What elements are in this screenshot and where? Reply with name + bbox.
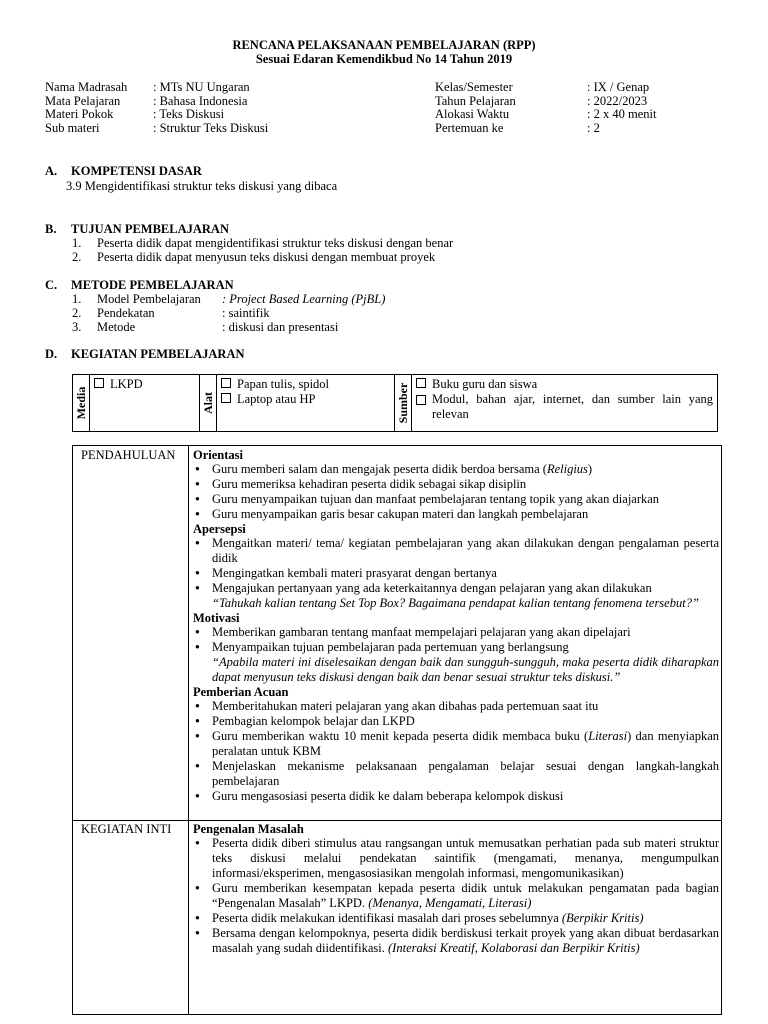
sumber-item (416, 377, 713, 392)
identity-value: : IX / Genap (587, 80, 650, 94)
bullet-text: ) dan menyiapkan peralatan untuk KBM (212, 729, 719, 758)
item-text: Peserta didik dapat mengidentifikasi struktur teks diskusi dengan benar (97, 236, 454, 250)
bullet-tag: Literasi (588, 729, 628, 743)
section-number: A. (45, 164, 58, 178)
identity-value: : 2 (587, 120, 600, 135)
identity-value: : Teks Diskusi (153, 107, 225, 121)
media-label-cell (73, 375, 90, 431)
kegiatan-table (72, 445, 722, 1015)
alat-label: Alat (200, 392, 215, 414)
bullet-item: ● Memberitahukan materi pelajaran yang akan dibahas pada pertemuan saat itu (193, 699, 719, 714)
identity-key: Alokasi Waktu (435, 107, 510, 121)
section-number: D. (45, 347, 58, 361)
bullet-item: ● Mengajukan pertanyaan yang ada keterkaitannya dengan pelajaran yang akan dilakukan (193, 581, 719, 596)
section-b-heading (45, 222, 229, 237)
bullet-item (193, 462, 719, 477)
section-c-heading (45, 278, 234, 293)
row-divider (73, 820, 721, 821)
checkbox-icon (416, 378, 426, 388)
alat-item (221, 377, 390, 392)
item-number: 3. (72, 320, 82, 334)
column-divider (188, 446, 189, 1014)
identity-key: Pertemuan ke (435, 120, 504, 135)
sumber-item-text: Buku guru dan siswa (432, 377, 538, 391)
identity-row (45, 107, 725, 121)
bullet-tag: (Berpikir Kritis) (561, 911, 644, 925)
document-title: RENCANA PELAKSANAAN PEMBELAJARAN (RPP) (232, 38, 536, 52)
bullet-item (193, 881, 719, 911)
item-text: Peserta didik dapat menyusun teks diskusi dengan membuat proyek (97, 250, 436, 264)
quote-text: “Apabila materi ini diselesaikan dengan baik dan sungguh-sungguh, maka peserta didik diharapkan dapat menyusun teks diskusi dengan baik dan benar sesuai struktur teks diskusi.” (212, 655, 719, 684)
sumber-label-cell (395, 375, 412, 431)
item-label: Model Pembelajaran (97, 292, 201, 306)
item-number: 1. (72, 236, 82, 250)
quote-text: “Tahukah kalian tentang Set Top Box? Bagaimana pendapat kalian tentang fenomena tersebut?” (212, 596, 699, 610)
subheading-apersepsi: Apersepsi (193, 522, 246, 536)
subheading-pengenalan-masalah: Pengenalan Masalah (193, 822, 304, 836)
alat-label-cell (200, 375, 217, 431)
phase-label: KEGIATAN INTI (81, 822, 172, 836)
checkbox-icon (221, 393, 231, 403)
identity-value: : 2 x 40 menit (587, 107, 657, 121)
bullet-item: ● Guru menyampaikan tujuan dan manfaat pembelajaran tentang topik yang akan diajarkan (193, 492, 719, 507)
sumber-item (416, 392, 713, 422)
bullet-tag: (Menanya, Mengamati, Literasi) (368, 896, 532, 910)
item-number: 2. (72, 250, 82, 264)
alat-items-cell (217, 375, 395, 431)
identity-key: Kelas/Semester (435, 80, 513, 94)
bullet-item (193, 729, 719, 759)
subheading-motivasi: Motivasi (193, 611, 240, 625)
identity-value: : MTs NU Ungaran (153, 80, 250, 94)
item-label: Pendekatan (97, 306, 155, 320)
identity-key: Tahun Pelajaran (435, 93, 516, 108)
section-title: TUJUAN PEMBELAJARAN (71, 222, 229, 236)
bullet-text: ) (587, 462, 593, 476)
section-title: METODE PEMBELAJARAN (71, 278, 234, 292)
sumber-items-cell (412, 375, 717, 431)
bullet-item: ● Guru mengasosiasi peserta didik ke dalam beberapa kelompok diskusi (193, 789, 719, 804)
bullet-tag: Religius (546, 462, 588, 476)
checkbox-icon (416, 395, 426, 405)
item-value: : Project Based Learning (PjBL) (222, 292, 386, 306)
sumber-item-text: Modul, bahan ajar, internet, dan sumber lain yang relevan (432, 392, 713, 421)
media-items-cell (90, 375, 200, 431)
media-item-text: LKPD (110, 377, 143, 391)
media-item (94, 377, 195, 392)
media-table (72, 374, 718, 432)
section-a-heading (45, 164, 202, 179)
section-d-heading (45, 347, 245, 362)
bullet-item (193, 926, 719, 956)
identity-key: Mata Pelajaran (45, 93, 121, 108)
checkbox-icon (221, 378, 231, 388)
pendahuluan-content (193, 448, 719, 804)
inti-content (193, 822, 719, 956)
bullet-item: ● Peserta didik diberi stimulus atau rangsangan untuk memusatkan perhatian pada sub materi struktur teks diskusi melalui pendekatan saintifik (mengamati, menanya, mengumpulkan informasi/eksperimen, mengasosiasikan mengolah informasi, mengomunikasikan) (193, 836, 719, 881)
identity-key: Sub materi (45, 120, 100, 135)
media-label: Media (73, 386, 88, 420)
bullet-text: Guru memberi salam dan mengajak peserta didik berdoa bersama ( (212, 462, 547, 476)
item-number: 1. (72, 292, 82, 306)
section-title: KEGIATAN PEMBELAJARAN (71, 347, 245, 361)
subheading-pemberian-acuan: Pemberian Acuan (193, 685, 289, 699)
alat-item-text: Papan tulis, spidol (237, 377, 330, 391)
bullet-item: ● Pembagian kelompok belajar dan LKPD (193, 714, 719, 729)
identity-key: Materi Pokok (45, 107, 114, 121)
item-value: : saintifik (222, 306, 270, 320)
phase-label: PENDAHULUAN (81, 448, 176, 462)
identity-row (45, 121, 725, 135)
alat-item (221, 392, 390, 407)
bullet-item: ● Guru memeriksa kehadiran peserta didik sebagai sikap disiplin (193, 477, 719, 492)
identity-key: Nama Madrasah (45, 80, 128, 94)
item-number: 2. (72, 306, 82, 320)
item-label: Metode (97, 320, 136, 334)
section-number: B. (45, 222, 57, 236)
bullet-item: ● Menyampaikan tujuan pembelajaran pada pertemuan yang berlangsung (193, 640, 719, 655)
identity-row (45, 80, 725, 94)
bullet-text: Peserta didik melakukan identifikasi masalah dari proses sebelumnya (212, 911, 562, 925)
identity-value: : 2022/2023 (587, 93, 648, 108)
bullet-item: ● Guru menyampaikan garis besar cakupan materi dan langkah pembelajaran (193, 507, 719, 522)
document-subtitle: Sesuai Edaran Kemendikbud No 14 Tahun 2019 (255, 52, 513, 66)
checkbox-icon (94, 378, 104, 388)
alat-item-text: Laptop atau HP (237, 392, 316, 406)
bullet-text: Guru memberikan waktu 10 menit kepada peserta didik membaca buku ( (212, 729, 589, 743)
sumber-label: Sumber (395, 382, 410, 424)
identity-value: : Bahasa Indonesia (153, 93, 248, 108)
bullet-item (193, 911, 719, 926)
bullet-tag: (Interaksi Kreatif, Kolaborasi dan Berpikir Kritis) (388, 941, 640, 955)
bullet-item: ● Menjelaskan mekanisme pelaksanaan pengalaman belajar sesuai dengan langkah-langkah pembelajaran (193, 759, 719, 789)
bullet-item: ● Memberikan gambaran tentang manfaat mempelajari pelajaran yang akan dipelajari (193, 625, 719, 640)
section-title: KOMPETENSI DASAR (71, 164, 202, 178)
section-number: C. (45, 278, 58, 292)
identity-row (45, 94, 725, 108)
identity-block (45, 80, 725, 134)
item-value: : diskusi dan presentasi (222, 320, 339, 334)
kompetensi-dasar-text: 3.9 Mengidentifikasi struktur teks diskusi yang dibaca (66, 179, 338, 193)
identity-value: : Struktur Teks Diskusi (153, 120, 269, 135)
bullet-item: ● Mengaitkan materi/ tema/ kegiatan pembelajaran yang akan dilakukan dengan pengalaman peserta didik (193, 536, 719, 566)
subheading-orientasi: Orientasi (193, 448, 243, 462)
bullet-item: ● Mengingatkan kembali materi prasyarat dengan bertanya (193, 566, 719, 581)
bullet-text: Bersama dengan kelompoknya, peserta didik berdiskusi terkait proyek yang akan dibuat berdasarkan masalah yang sudah diidentifikasi. (212, 926, 719, 955)
bullet-text: Guru memberikan kesempatan kepada peserta didik untuk melakukan pengamatan pada bagian “Pengenalan Masalah” LKPD. (212, 881, 719, 910)
